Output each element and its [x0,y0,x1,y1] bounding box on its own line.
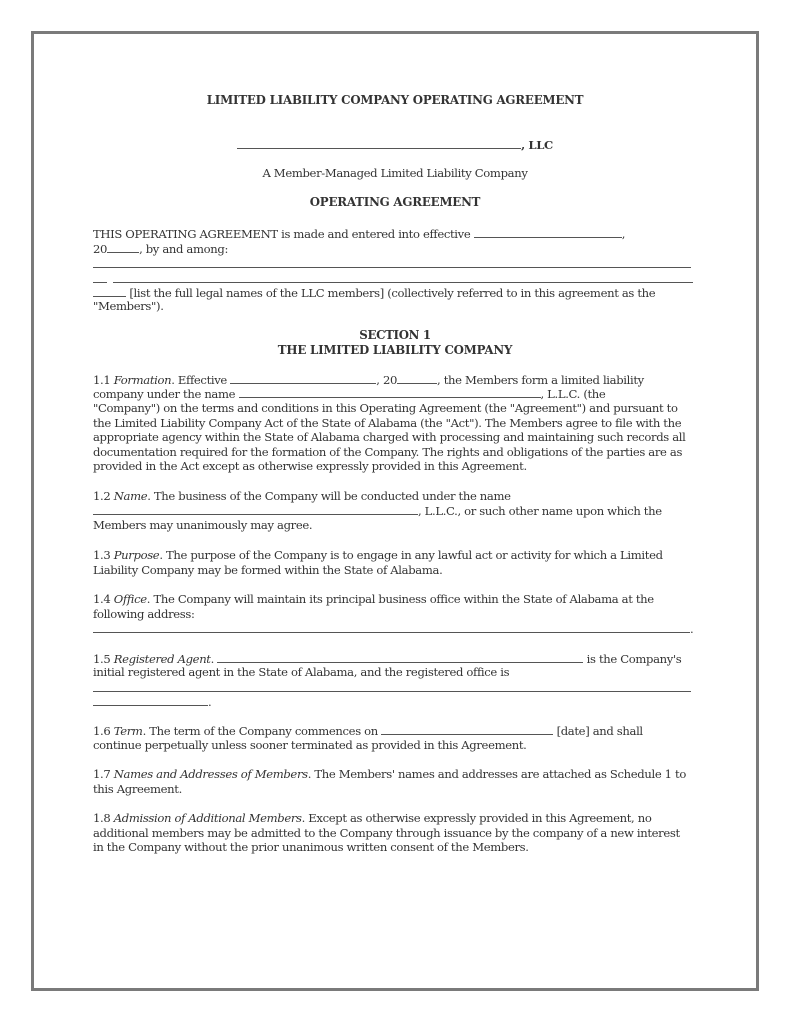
clause-number: 1.1 [93,373,111,387]
registered-agent-blank[interactable] [217,651,583,663]
intro-text: THIS OPERATING AGREEMENT is made and entered into effective [93,227,471,241]
intro-members-close: "Members"). [93,299,164,313]
clause-number: 1.3 [93,548,111,562]
clause-text: . The Company will maintain its principal business office within the State of Alabama at the [146,592,654,606]
clause-number: 1.8 [93,811,111,825]
section-number: SECTION 1 [359,328,431,342]
period: . [690,622,694,636]
clause-text: [date] and shall [556,724,643,738]
members-names-line-1[interactable] [93,267,691,268]
members-note-text: [list the full legal names of the LLC members] (collectively referred to in this agreement as the [129,286,656,300]
clause-text: , L.L.C., or such other name upon which the [418,504,662,518]
clause-number: 1.6 [93,724,111,738]
clause-1-8-line-3: in the Company without the prior unanimous written consent of the Members. [93,840,529,854]
llc-name-line [93,137,697,153]
company-name-blank[interactable] [239,386,541,398]
clause-text: . [210,652,214,666]
clause-text: , L.L.C. (the [540,387,606,401]
clause-text: . Effective [171,373,227,387]
clause-heading: Admission of Additional Members [113,811,302,825]
clause-text: . The business of the Company will be conducted under the name [147,489,511,503]
operating-agreement-heading: OPERATING AGREEMENT [309,195,481,209]
clause-text: company under the name [93,387,236,401]
clause-text: is the Company's [586,652,682,666]
clause-1-5-line-4 [93,694,697,710]
clause-heading: Purpose [113,548,160,562]
clause-heading: Names and Addresses of Members [113,767,308,781]
section-title: THE LIMITED LIABILITY COMPANY [277,343,513,357]
business-name-blank[interactable] [93,503,418,515]
clause-1-7-line-2: this Agreement. [93,782,182,796]
year-prefix: 20 [93,242,108,256]
clause-1-3-line-1 [93,548,697,563]
intro-by-among: , by and among: [139,242,229,256]
clause-1-7-line-1 [93,767,697,782]
effective-date-blank[interactable] [474,226,622,238]
clause-number: 1.5 [93,652,111,666]
clause-1-6-line-1 [93,723,697,739]
llc-suffix: , LLC [521,138,553,152]
clause-1-3-line-2: Liability Company may be formed within the State of Alabama. [93,563,443,577]
clause-1-8-line-2: additional members may be admitted to the Company through issuance by the company of a new interest [93,826,680,840]
clause-1-1-line-2 [93,386,697,402]
document-subtitle: A Member-Managed Limited Liability Company [262,166,528,180]
document-title: LIMITED LIABILITY COMPANY OPERATING AGREEMENT [206,93,584,107]
clause-1-4-line-2: following address: [93,607,195,621]
clause-1-6-line-2: continue perpetually unless sooner terminated as provided in this Agreement. [93,738,527,752]
llc-name-blank[interactable] [237,137,521,149]
clause-1-2-line-2 [93,503,697,519]
year-blank[interactable] [107,241,139,253]
office-address-blank[interactable] [93,621,690,633]
clause-heading: Name [113,489,148,503]
clause-1-1-body-line: appropriate agency within the State of Alabama charged with processing and maintaining such records all [93,430,686,444]
clause-text: . The term of the Company commences on [142,724,378,738]
clause-text: , the Members form a limited liability [437,373,644,387]
clause-number: 1.7 [93,767,111,781]
clause-text: . Except as otherwise expressly provided in this Agreement, no [301,811,652,825]
clause-text: . The Members' names and addresses are attached as Schedule 1 to [307,767,686,781]
clause-1-1-body-line: provided in the Act except as otherwise expressly provided in this Agreement. [93,459,527,473]
formation-date-blank[interactable] [230,372,376,384]
clause-number: 1.4 [93,592,111,606]
clause-number: 1.2 [93,489,111,503]
clause-1-4-line-1 [93,592,697,607]
clause-1-8-line-1 [93,811,697,826]
clause-text: , 20 [376,373,398,387]
clause-1-4-address-line [93,621,697,637]
clause-1-2-line-1 [93,489,697,504]
clause-heading: Registered Agent [113,652,211,666]
intro-line-1 [93,226,697,242]
clause-1-5-line-2: initial registered agent in the State of Alabama, and the registered office is [93,665,510,679]
registered-office-blank-2[interactable] [93,694,208,706]
clause-text: . The purpose of the Company is to engage in any lawful act or activity for which a Limited [159,548,663,562]
clause-heading: Office [113,592,147,606]
clause-1-1-body-line: the Limited Liability Company Act of the State of Alabama (the "Act"). The Members agree to file with the [93,416,682,430]
clause-1-2-line-3: Members may unanimously may agree. [93,518,313,532]
clause-1-1-body-line: documentation required for the formation of the Company. The rights and obligations of the parties are as [93,445,683,459]
intro-line-2 [93,241,697,257]
clause-heading: Term [113,724,143,738]
clause-1-1-body-line: "Company") on the terms and conditions in this Operating Agreement (the "Agreement") and pursuant to [93,401,678,415]
period: . [208,695,212,709]
members-names-line-2a[interactable] [93,282,107,283]
comma: , [621,227,626,241]
clause-heading: Formation [113,373,172,387]
members-names-blank-3[interactable] [93,285,126,297]
term-date-blank[interactable] [381,723,553,735]
members-names-line-2b[interactable] [113,282,693,283]
formation-year-blank[interactable] [397,372,437,384]
registered-office-blank-1[interactable] [93,691,691,692]
